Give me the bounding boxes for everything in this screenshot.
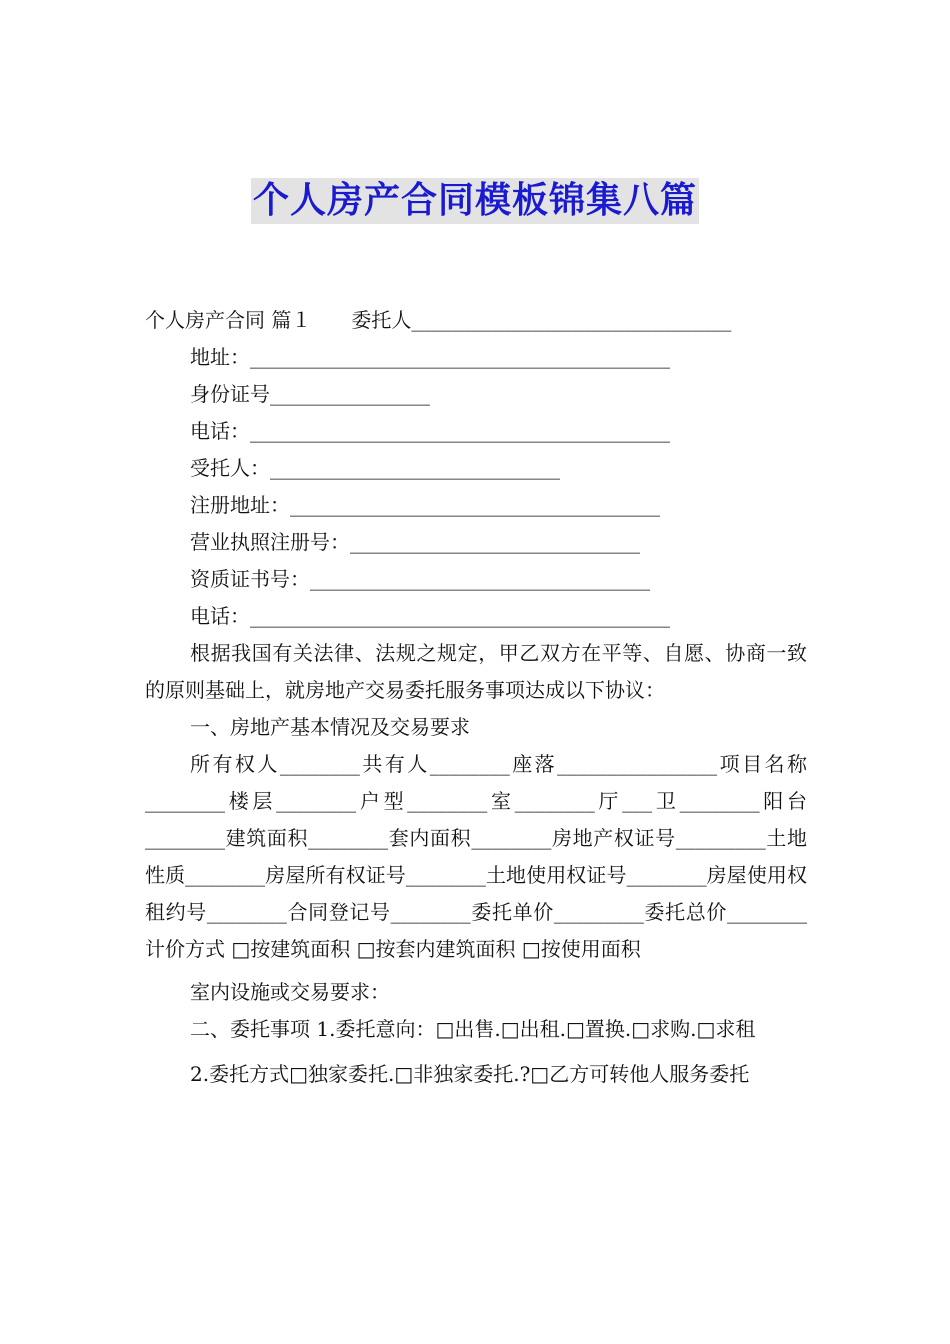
phone-line-2: 电话：__________________________________________ (190, 604, 670, 628)
section2-item2-paragraph: 2.委托方式□独家委托.□非独家委托.?□乙方可转他人服务委托 (190, 1062, 750, 1086)
address-line: 地址：__________________________________________ (190, 345, 670, 369)
qualification-cert-line: 资质证书号：__________________________________ (190, 567, 650, 591)
facilities-line: 室内设施或交易要求： (190, 980, 390, 1004)
id-number-line: 身份证号________________ (190, 382, 430, 406)
document-title-wrap (0, 178, 950, 224)
trustee-line: 受托人：_____________________________ (190, 456, 560, 480)
phone-line-1: 电话：__________________________________________ (190, 419, 670, 443)
contract-header-line: 个人房产合同 篇１ 委托人________________________________ (145, 308, 732, 332)
document-title: 个人房产合同模板锦集八篇 (251, 178, 699, 224)
section1-body: 所有权人________共有人________座落________________项目名称________楼层________户型________室________厅___卫________阳台________建筑面积________套内面积________房地产权证号_________土地性质________房屋所有权证号________土地使用权证号________房屋使用权租约号________合同登记号________委托单价_________委托总价________计价方式 □按建筑面积 □按套内建筑面积 □按使用面积 (145, 752, 807, 961)
section2-paragraph: 二、委托事项 1.委托意向：□出售.□出租.□置换.□求购.□求租 (190, 1017, 756, 1041)
section1-heading: 一、房地产基本情况及交易要求 (190, 715, 470, 739)
contract-body (145, 302, 807, 1093)
registered-address-line: 注册地址：_____________________________________ (190, 493, 660, 517)
intro-paragraph: 根据我国有关法律、法规之规定，甲乙双方在平等、自愿、协商一致的原则基础上，就房地产交易委托服务事项达成以下协议： (145, 641, 807, 702)
business-license-line: 营业执照注册号：_____________________________ (190, 530, 640, 554)
